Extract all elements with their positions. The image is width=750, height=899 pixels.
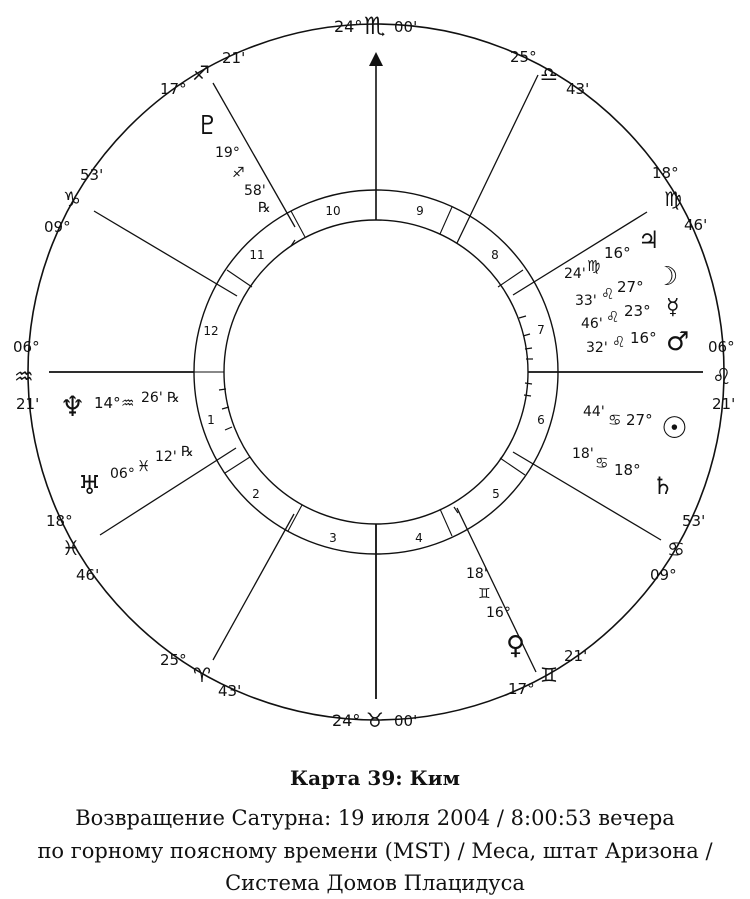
saturn-icon: ♄ xyxy=(652,472,674,500)
house-number-4: 4 xyxy=(415,531,423,545)
venus-sign-icon: ♊ xyxy=(478,586,491,602)
mercury-sign-icon: ♌ xyxy=(606,308,620,326)
cusp-10-deg: 24° xyxy=(334,17,363,36)
cusp-1-sign-icon: ♌ xyxy=(712,365,732,390)
cusp-8-min: 53' xyxy=(80,166,104,184)
chart-caption-line-3: Система Домов Плацидуса xyxy=(225,871,525,895)
sun-deg: 27° xyxy=(626,411,653,429)
cusp-6-min: 46' xyxy=(76,566,100,584)
house-cusp-lines xyxy=(49,56,706,699)
uranus-min: 12' xyxy=(155,449,177,465)
chart-caption-line-1: Возвращение Сатурна: 19 июля 2004 / 8:00:53 вечера xyxy=(75,806,675,830)
pluto-sign-icon: ♐ xyxy=(232,165,245,181)
cusp-7-min: 21' xyxy=(16,395,40,413)
sun-min: 44' xyxy=(583,404,605,420)
house-number-8: 8 xyxy=(491,248,499,262)
cusp-2-sign-icon: ♋ xyxy=(667,537,685,561)
cusp-11-deg: 25° xyxy=(510,48,537,66)
moon-min: 33' xyxy=(575,293,597,309)
cusp-9-deg: 17° xyxy=(160,80,187,98)
house-band-lines xyxy=(194,190,525,554)
saturn-min: 18' xyxy=(572,446,594,462)
neptune-sign-icon: ♒ xyxy=(121,394,135,412)
cusp-5-deg: 25° xyxy=(160,651,187,669)
cusp-1-deg: 06° xyxy=(708,338,735,356)
house-number-7: 7 xyxy=(537,323,545,337)
mars-icon: ♂ xyxy=(666,327,690,357)
cusp-9-min: 21' xyxy=(222,49,246,67)
cusp-4-min: 00' xyxy=(394,712,418,730)
jupiter-deg: 16° xyxy=(604,244,631,262)
cusp-3-deg: 17° xyxy=(508,680,535,698)
cusp-5-min: 43' xyxy=(218,682,242,700)
jupiter-icon: ♃ xyxy=(638,226,660,254)
jupiter-min: 24' xyxy=(564,266,586,282)
planets xyxy=(60,111,689,661)
cusp-12-deg: 18° xyxy=(652,164,679,182)
pluto-icon: ♇ xyxy=(196,111,220,141)
inner-ring xyxy=(224,220,528,524)
mercury-min: 46' xyxy=(581,316,603,332)
cusp-3-sign-icon: ♊ xyxy=(540,663,558,687)
cusp-9-sign-icon: ♐ xyxy=(192,61,210,85)
cusp-7-sign-icon: ♒ xyxy=(14,365,34,390)
house-number-12: 12 xyxy=(203,324,219,338)
chart-title: Карта 39: Ким xyxy=(289,766,461,790)
house-number-2: 2 xyxy=(252,487,260,501)
cusp-6-sign-icon: ♓ xyxy=(62,536,80,560)
neptune-icon: ♆ xyxy=(60,390,86,423)
house-number-6: 6 xyxy=(537,413,545,427)
uranus-sign-icon: ♓ xyxy=(137,457,151,475)
moon-sign-icon: ♌ xyxy=(601,285,615,303)
cusp-1-min: 21' xyxy=(712,395,736,413)
cusp-11-sign-icon: ♎ xyxy=(540,62,558,86)
cusp-8 xyxy=(94,211,237,296)
cusp-2-deg: 09° xyxy=(650,566,677,584)
cusp-7-deg: 06° xyxy=(13,338,40,356)
cusp-8-deg: 09° xyxy=(44,218,71,236)
neptune-min: 26' xyxy=(141,390,163,406)
saturn-deg: 18° xyxy=(614,461,641,479)
mc-arrow-head xyxy=(369,52,383,66)
middle-ring xyxy=(194,190,558,554)
venus-deg: 16° xyxy=(486,605,511,621)
sun-icon: ☉ xyxy=(661,411,688,446)
mercury-deg: 23° xyxy=(624,302,651,320)
cusp-5 xyxy=(213,514,294,660)
chart-caption-line-2: по горному поясному времени (MST) / Меса, штат Аризона / xyxy=(37,839,713,863)
moon-deg: 27° xyxy=(617,278,644,296)
mars-sign-icon: ♌ xyxy=(612,333,626,351)
pluto-retro-icon: ℞ xyxy=(258,200,271,216)
cusp-12-sign-icon: ♍ xyxy=(664,187,682,211)
cusp-6-deg: 18° xyxy=(46,512,73,530)
house-numbers xyxy=(203,204,544,545)
planet-ticks xyxy=(219,240,533,513)
mars-deg: 16° xyxy=(630,329,657,347)
venus-icon: ♀ xyxy=(506,631,526,661)
house-number-1: 1 xyxy=(207,413,215,427)
house-number-10: 10 xyxy=(325,204,341,218)
cusp-10-sign-icon: ♏ xyxy=(364,12,386,40)
uranus-icon: ♅ xyxy=(78,471,102,501)
house-number-9: 9 xyxy=(416,204,424,218)
cusp-4-sign-icon: ♉ xyxy=(366,708,384,732)
mercury-icon: ☿ xyxy=(666,295,680,320)
neptune-retro-icon: ℞ xyxy=(167,390,180,406)
uranus-deg: 06° xyxy=(110,466,135,482)
sun-sign-icon: ♋ xyxy=(608,411,622,429)
venus-min: 18' xyxy=(466,566,488,582)
uranus-retro-icon: ℞ xyxy=(181,444,194,460)
saturn-sign-icon: ♋ xyxy=(595,454,609,472)
house-number-3: 3 xyxy=(329,531,337,545)
cusp-12-min: 46' xyxy=(684,216,708,234)
pluto-deg: 19° xyxy=(215,145,240,161)
cusp-2-min: 53' xyxy=(682,512,706,530)
cusp-11 xyxy=(457,75,538,243)
jupiter-sign-icon: ♍ xyxy=(587,257,601,275)
moon-icon: ☽ xyxy=(655,262,679,292)
cusp-11-min: 43' xyxy=(566,80,590,98)
cusp-5-sign-icon: ♈ xyxy=(193,663,211,687)
cusp-10-min: 00' xyxy=(394,18,418,36)
cusp-8-sign-icon: ♑ xyxy=(63,187,81,211)
house-number-11: 11 xyxy=(249,248,265,262)
house-number-5: 5 xyxy=(492,487,500,501)
pluto-min: 58' xyxy=(244,183,266,199)
cusp-4-deg: 24° xyxy=(332,711,361,730)
neptune-deg: 14° xyxy=(94,394,121,412)
mars-min: 32' xyxy=(586,340,608,356)
cusp-3-min: 21' xyxy=(564,647,588,665)
